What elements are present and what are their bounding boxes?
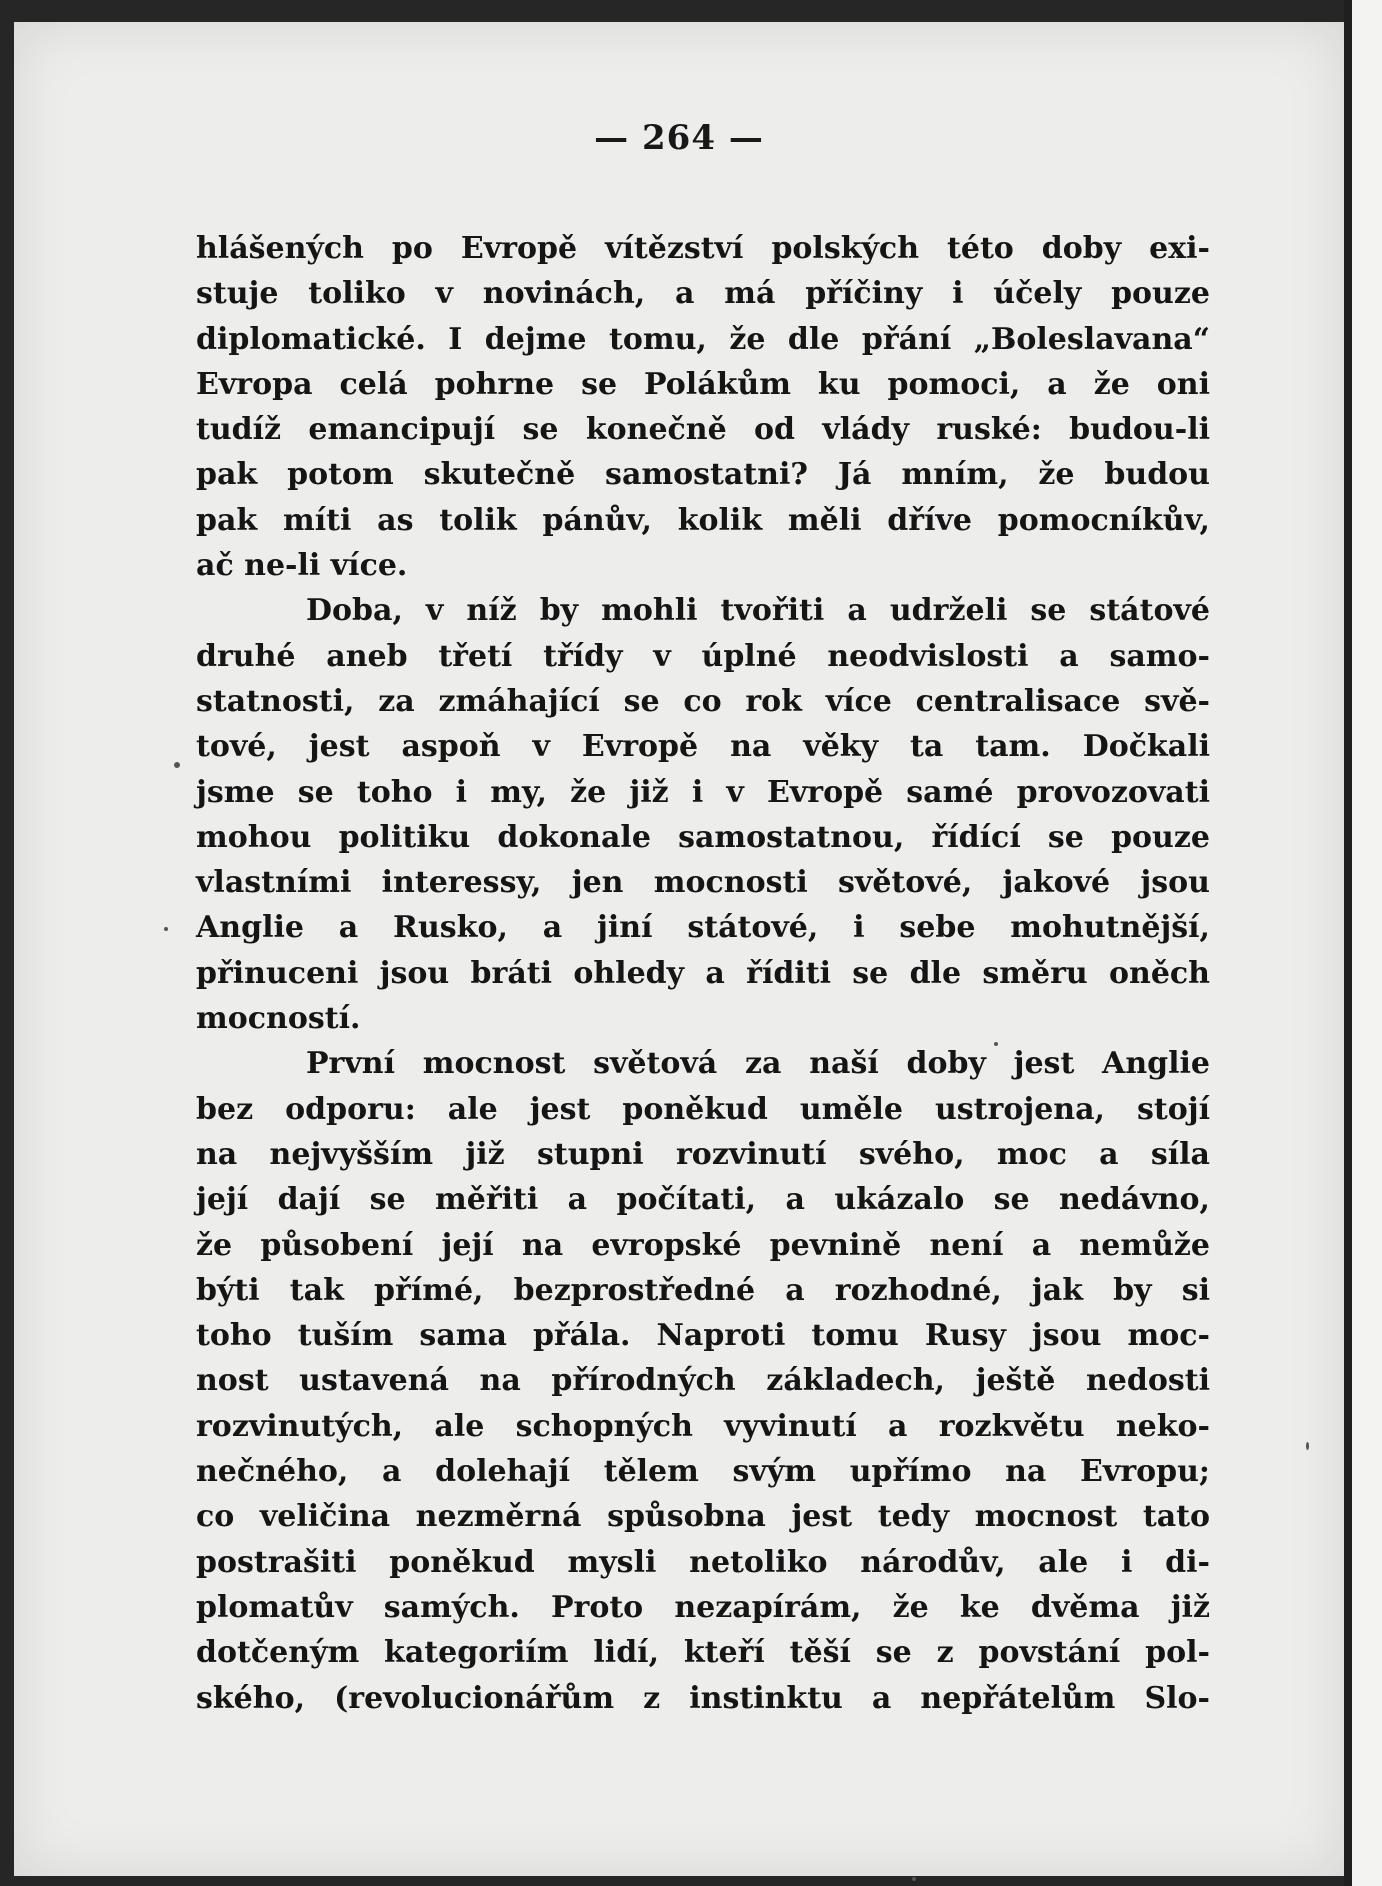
scan-speck bbox=[1306, 1442, 1309, 1450]
book-page bbox=[14, 22, 1344, 1876]
scan-speck bbox=[174, 762, 180, 768]
text-line: nečného, a dolehají tělem svým upřímo na Evropu; bbox=[196, 1454, 1210, 1490]
text-line: tové, jest aspoň v Evropě na věky ta tam. Dočkali bbox=[196, 729, 1210, 765]
text-line: její dají se měřiti a počítati, a ukázalo se nedávno, bbox=[196, 1182, 1210, 1218]
scan-speck bbox=[994, 1042, 998, 1046]
text-line: postrašiti poněkud mysli netoliko národův, ale i di- bbox=[196, 1544, 1210, 1580]
text-line: pak potom skutečně samostatni? Já mním, že budou bbox=[196, 457, 1210, 493]
text-line: rozvinutých, ale schopných vyvinutí a rozkvětu neko- bbox=[196, 1408, 1210, 1444]
text-line: Evropa celá pohrne se Polákům ku pomoci, a že oni bbox=[196, 366, 1210, 402]
next-page-edge bbox=[1352, 0, 1382, 1886]
page-number: — 264 — bbox=[594, 118, 764, 158]
text-line: ského, (revolucionářům z instinktu a nepřátelům Slo- bbox=[196, 1680, 1210, 1716]
text-line: dotčeným kategoriím lidí, kteří těší se z povstání pol- bbox=[196, 1635, 1210, 1671]
text-line: hlášených po Evropě vítězství polských této doby exi- bbox=[196, 231, 1210, 266]
text-line: vlastními interessy, jen mocnosti světové, jakové jsou bbox=[196, 865, 1210, 901]
text-line: toho tuším sama přála. Naproti tomu Rusy jsou moc- bbox=[196, 1318, 1210, 1354]
scan-speck bbox=[912, 1877, 916, 1881]
text-line: mocností. bbox=[196, 1001, 361, 1037]
text-line: plomatův samých. Proto nezapírám, že ke dvěma již bbox=[196, 1589, 1210, 1625]
text-line: jsme se toho i my, že již i v Evropě samé provozovati bbox=[196, 774, 1210, 810]
text-line: stuje toliko v novinách, a má příčiny i účely pouze bbox=[196, 276, 1210, 312]
text-line: ač ne-li více. bbox=[196, 548, 408, 584]
text-line: mohou politiku dokonale samostatnou, řídící se pouze bbox=[196, 819, 1210, 855]
text-line: Doba, v níž by mohli tvořiti a udrželi se státové bbox=[306, 593, 1210, 629]
text-line: nost ustavená na přírodných základech, ještě nedosti bbox=[196, 1363, 1210, 1399]
text-line: co veličina nezměrná spůsobna jest tedy mocnost tato bbox=[196, 1499, 1210, 1535]
text-line: na nejvyšším již stupni rozvinutí svého, moc a síla bbox=[196, 1136, 1210, 1172]
text-line: pak míti as tolik pánův, kolik měli dříve pomocníkův, bbox=[196, 502, 1210, 538]
text-line: bez odporu: ale jest poněkud uměle ustrojena, stojí bbox=[196, 1091, 1210, 1127]
text-line: diplomatické. I dejme tomu, že dle přání „Boleslavana“ bbox=[196, 321, 1210, 357]
text-line: statnosti, za zmáhající se co rok více centralisace svě- bbox=[196, 683, 1210, 719]
next-page-gutter bbox=[1344, 0, 1352, 1886]
scan-speck bbox=[164, 927, 168, 931]
text-line: býti tak přímé, bezprostředné a rozhodné, jak by si bbox=[196, 1272, 1210, 1308]
text-line: První mocnost světová za naší doby jest Anglie bbox=[306, 1046, 1210, 1082]
text-line: tudíž emancipují se konečně od vlády ruské: budou-li bbox=[196, 412, 1210, 448]
text-line: že působení její na evropské pevnině není a nemůže bbox=[196, 1227, 1210, 1263]
text-line: druhé aneb třetí třídy v úplné neodvislosti a samo- bbox=[196, 638, 1210, 674]
text-line: Anglie a Rusko, a jiní státové, i sebe mohutnější, bbox=[196, 910, 1210, 946]
text-line: přinuceni jsou bráti ohledy a říditi se dle směru oněch bbox=[196, 955, 1210, 991]
body-text bbox=[196, 226, 1210, 1721]
